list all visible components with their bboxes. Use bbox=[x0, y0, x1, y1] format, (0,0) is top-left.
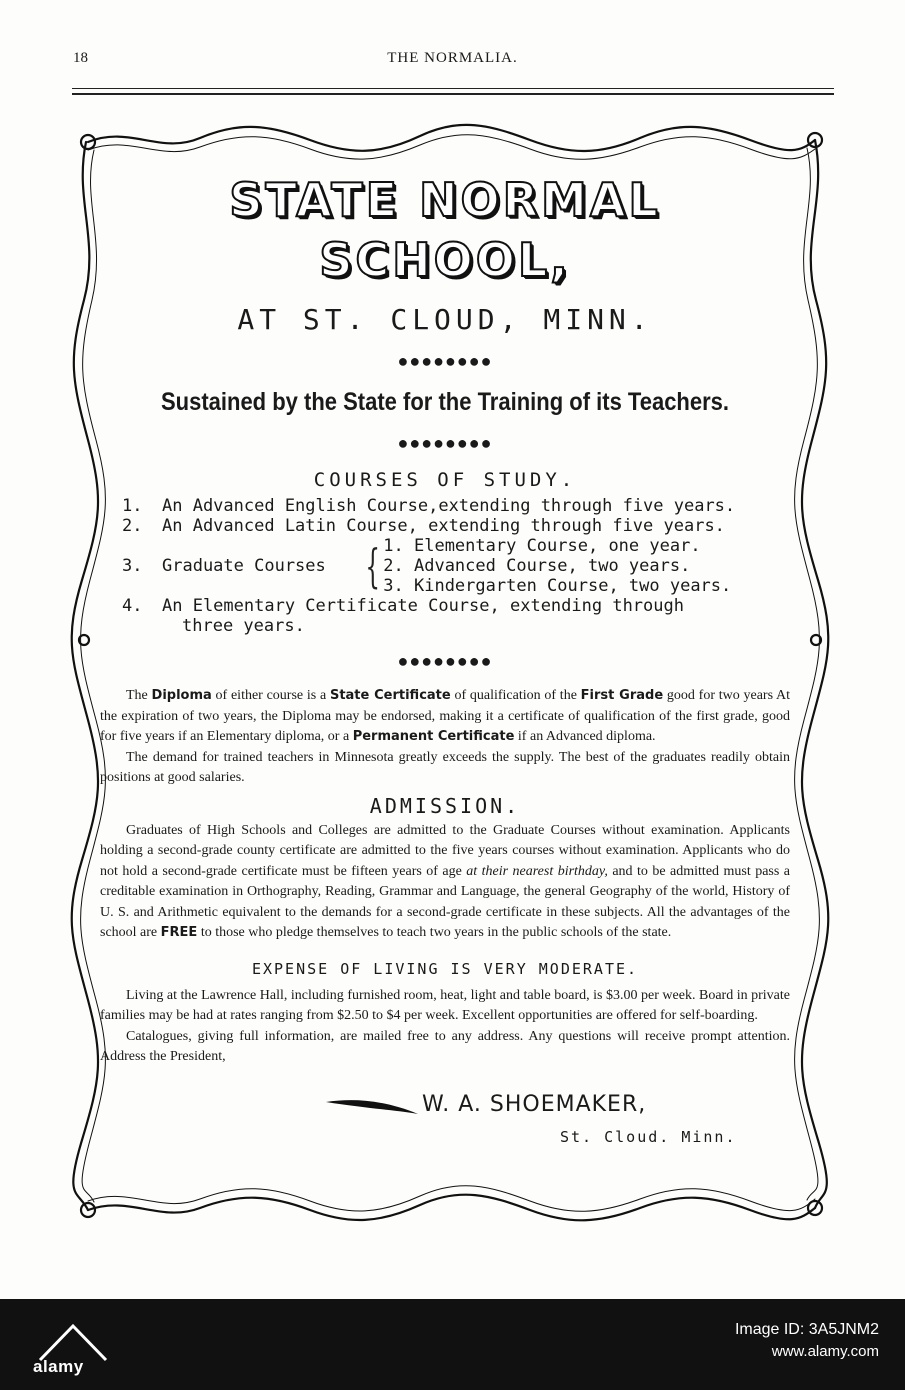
course-text: An Advanced English Course,extending through five years. bbox=[162, 496, 736, 516]
course-number: 1. bbox=[122, 496, 143, 516]
text-run: of either course is a bbox=[211, 688, 330, 703]
bold-run: FREE bbox=[160, 925, 198, 940]
signature-place: St. Cloud. Minn. bbox=[560, 1127, 737, 1146]
course-item-graduate bbox=[100, 536, 790, 596]
course-item bbox=[100, 596, 790, 616]
page-header bbox=[0, 50, 905, 74]
course-number: 4. bbox=[122, 596, 143, 616]
graduate-courses-label: Graduate Courses bbox=[162, 556, 326, 576]
text-run: Graduates of High Schools and Colleges are admitted to the Graduate Courses without examination. Applicants holding a second-grade county certificate are admitted to the five years courses without examination. Applicants who do not hold a second-grade certificate must be fifteen years of age bbox=[100, 822, 790, 879]
bold-run: State Certificate bbox=[329, 688, 451, 703]
course-list bbox=[100, 496, 790, 636]
brace-glyph: { bbox=[365, 539, 380, 593]
dot-divider: ●●●●●●●● bbox=[397, 351, 493, 371]
course-item bbox=[100, 496, 790, 516]
dot-divider: ●●●●●●●● bbox=[397, 433, 493, 453]
course-item bbox=[100, 516, 790, 536]
expense-heading: EXPENSE OF LIVING IS VERY MODERATE. bbox=[251, 959, 639, 978]
journal-title: THE NORMALIA. bbox=[387, 50, 518, 66]
bold-run: Permanent Certificate bbox=[352, 729, 515, 744]
course-text: An Elementary Certificate Course, extending through bbox=[162, 596, 684, 616]
course-text: An Advanced Latin Course, extending through five years. bbox=[162, 516, 725, 536]
text-run: good for two years At the expiration of two years, the Diploma may be endorsed, making it a certificate of qualification of the first grade, good for five years if an Elementary diploma, or a bbox=[100, 688, 791, 744]
pen-flourish-icon bbox=[324, 1096, 420, 1118]
catalogue-paragraph: Catalogues, giving full information, are mailed free to any address. Any questions will receive prompt attention. Address the President, bbox=[100, 1028, 790, 1064]
courses-heading: COURSES OF STUDY. bbox=[313, 469, 577, 491]
italic-run: at their nearest birthday, bbox=[466, 863, 608, 879]
school-name: STATE NORMAL SCHOOL, bbox=[229, 173, 661, 287]
site-url[interactable]: www.alamy.com bbox=[771, 1343, 879, 1360]
header-rule-thin bbox=[72, 88, 834, 89]
tagline: Sustained by the State for the Training of its Teachers. bbox=[160, 388, 730, 416]
header-rule-thick bbox=[72, 93, 834, 95]
dot-divider: ●●●●●●●● bbox=[397, 651, 493, 671]
signature-name: W. A. SHOEMAKER, bbox=[422, 1091, 647, 1117]
course-number: 2. bbox=[122, 516, 143, 536]
demand-paragraph: The demand for trained teachers in Minnesota greatly exceeds the supply. The best of the graduates readily obtain positions at good salaries. bbox=[100, 749, 790, 785]
page-number: 18 bbox=[73, 50, 88, 66]
admission-heading: ADMISSION. bbox=[369, 793, 521, 818]
text-run: if an Advanced diploma. bbox=[514, 729, 656, 744]
graduate-course-item: 3. Kindergarten Course, two years. bbox=[383, 576, 732, 596]
school-location: AT ST. CLOUD, MINN. bbox=[237, 303, 653, 336]
stock-footer bbox=[0, 1299, 905, 1390]
image-id-text: Image ID: 3A5JNM2 bbox=[734, 1321, 879, 1338]
text-run: to those who pledge themselves to teach two years in the public schools of the state. bbox=[197, 925, 672, 940]
bold-run: First Grade bbox=[580, 688, 664, 703]
admission-paragraph bbox=[100, 821, 790, 944]
advertisement bbox=[100, 170, 790, 1158]
diploma-paragraph bbox=[100, 686, 790, 748]
graduate-course-item: 2. Advanced Course, two years. bbox=[383, 556, 691, 576]
text-run: The bbox=[126, 688, 152, 703]
course-number: 3. bbox=[122, 556, 143, 576]
image-id bbox=[735, 1319, 879, 1341]
bold-run: Diploma bbox=[151, 688, 212, 703]
graduate-course-item: 1. Elementary Course, one year. bbox=[383, 536, 701, 556]
text-run: of qualification of the bbox=[450, 688, 581, 703]
graduate-course-list bbox=[383, 536, 731, 596]
brand-name: alamy bbox=[33, 1357, 84, 1376]
text-run: and to be admitted must pass a creditable examination in Orthography, Reading, Grammar and Language, the general Geography of the world, History of U. S. and Arithmetic equivalent to the demands for a second-grade certificate in these subjects. All the advantages of the school are bbox=[100, 863, 790, 940]
course-text-continued: three years. bbox=[182, 616, 305, 636]
signature-block bbox=[100, 1092, 790, 1158]
expense-paragraph: Living at the Lawrence Hall, including furnished room, heat, light and table board, is $3.00 per week. Board in private families may be had at rates ranging from $2.50 to $4 per week. Excellent opportunities are offered for self-boarding. bbox=[100, 987, 790, 1023]
